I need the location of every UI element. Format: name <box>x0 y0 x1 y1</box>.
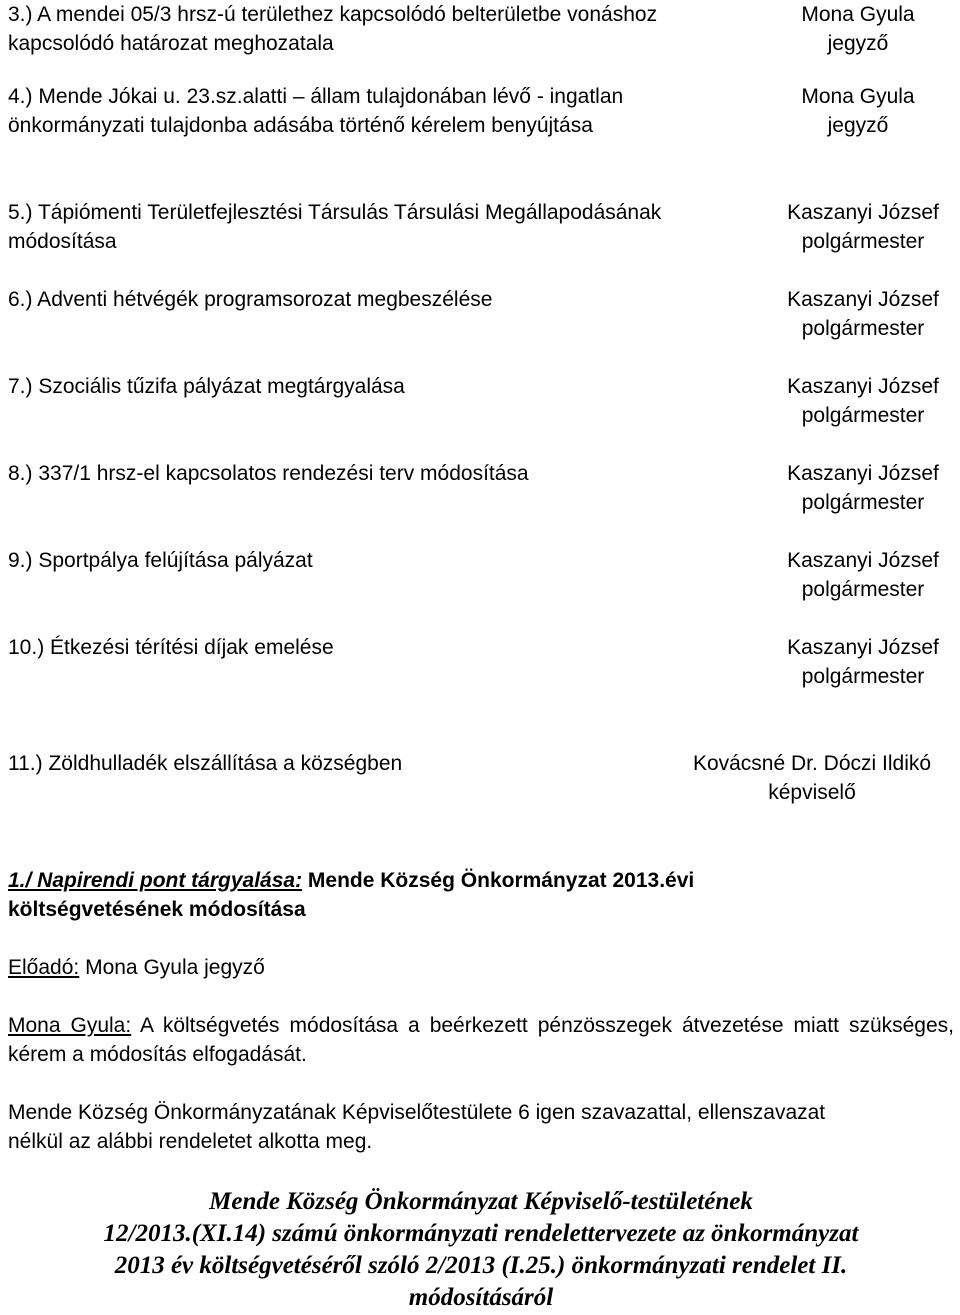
presenter-name: Kaszanyi József <box>787 462 939 485</box>
agenda-item-title: 10.) Étkezési térítési díjak emelése <box>8 636 334 659</box>
agenda-item-presenter <box>770 546 956 604</box>
agenda-item-presenter <box>770 198 956 256</box>
decree-line-2: 12/2013.(XI.14) számú önkormányzati rendelettervezete az önkormányzat <box>103 1220 859 1247</box>
agenda-item-title: 4.) Mende Jókai u. 23.sz.alatti – állam tulajdonában lévő - ingatlan önkormányzati tulajdonba adásába történő kérelem benyújtása <box>8 85 624 137</box>
agenda-discussion-heading <box>8 866 868 924</box>
agenda-item-presenter <box>762 82 954 140</box>
decree-line-4: módosításáról <box>408 1284 554 1311</box>
agenda-item-presenter <box>762 0 954 58</box>
presenter-name: Kaszanyi József <box>787 288 939 311</box>
presenter-name: Kaszanyi József <box>787 636 939 659</box>
speaker-paragraph <box>8 1011 954 1069</box>
agenda-item-presenter <box>770 459 956 517</box>
agenda-item-title: 7.) Szociális tűzifa pályázat megtárgyalása <box>8 375 405 398</box>
presenter-label: Előadó: <box>8 956 80 979</box>
presenter-name: Kaszanyi József <box>787 201 939 224</box>
speaker-label: Mona Gyula: <box>8 1014 132 1037</box>
agenda-item-title: 5.) Tápiómenti Területfejlesztési Társulás Társulási Megállapodásának módosítása <box>8 201 662 253</box>
agenda-item-title: 6.) Adventi hétvégék programsorozat megbeszélése <box>8 288 493 311</box>
resolution-paragraph: Mende Község Önkormányzatának Képviselőtestülete 6 igen szavazattal, ellenszavazat nélkül az alábbi rendeletet alkotta meg. <box>8 1101 826 1153</box>
agenda-item-presenter <box>770 285 956 343</box>
agenda-item-title: 3.) A mendei 05/3 hrsz-ú területhez kapcsolódó belterületbe vonáshoz kapcsolódó határozat meghozatala <box>8 3 658 55</box>
presenter-line <box>8 953 954 982</box>
speaker-text: A költségvetés módosítása a beérkezett pénzösszegek átvezetése miatt szükséges, kérem a módosítás elfogadását. <box>8 1014 954 1066</box>
presenter-role: képviselő <box>768 781 856 804</box>
agenda-item-presenter <box>770 633 956 691</box>
presenter-role: jegyző <box>827 32 889 55</box>
presenter-role: polgármester <box>801 230 925 253</box>
presenter-text: Mona Gyula jegyző <box>85 956 265 979</box>
agenda-item-title: 9.) Sportpálya felújítása pályázat <box>8 549 313 572</box>
decree-line-3: 2013 év költségvetéséről szóló 2/2013 (I.25.) önkormányzati rendelet II. <box>114 1252 848 1279</box>
heading-text: Mende Község Önkormányzat 2013.évi költségvetésének módosítása <box>8 869 695 921</box>
agenda-item-title: 11.) Zöldhulladék elszállítása a községben <box>8 752 403 775</box>
presenter-name: Kaszanyi József <box>787 549 939 572</box>
presenter-name: Mona Gyula <box>801 85 915 108</box>
agenda-item-presenter <box>770 372 956 430</box>
presenter-role: polgármester <box>801 404 925 427</box>
presenter-role: polgármester <box>801 491 925 514</box>
agenda-item-title: 8.) 337/1 hrsz-el kapcsolatos rendezési terv módosítása <box>8 462 529 485</box>
presenter-name: Kovácsné Dr. Dóczi Ildikó <box>692 752 932 775</box>
presenter-role: polgármester <box>801 578 925 601</box>
presenter-role: jegyző <box>827 114 889 137</box>
decree-title <box>8 1186 954 1314</box>
presenter-name: Kaszanyi József <box>787 375 939 398</box>
presenter-name: Mona Gyula <box>801 3 915 26</box>
agenda-item-presenter <box>664 749 960 807</box>
presenter-role: polgármester <box>801 317 925 340</box>
decree-line-1: Mende Község Önkormányzat Képviselő-testületének <box>209 1188 753 1215</box>
heading-label: 1./ Napirendi pont tárgyalása: <box>8 869 303 892</box>
presenter-role: polgármester <box>801 665 925 688</box>
